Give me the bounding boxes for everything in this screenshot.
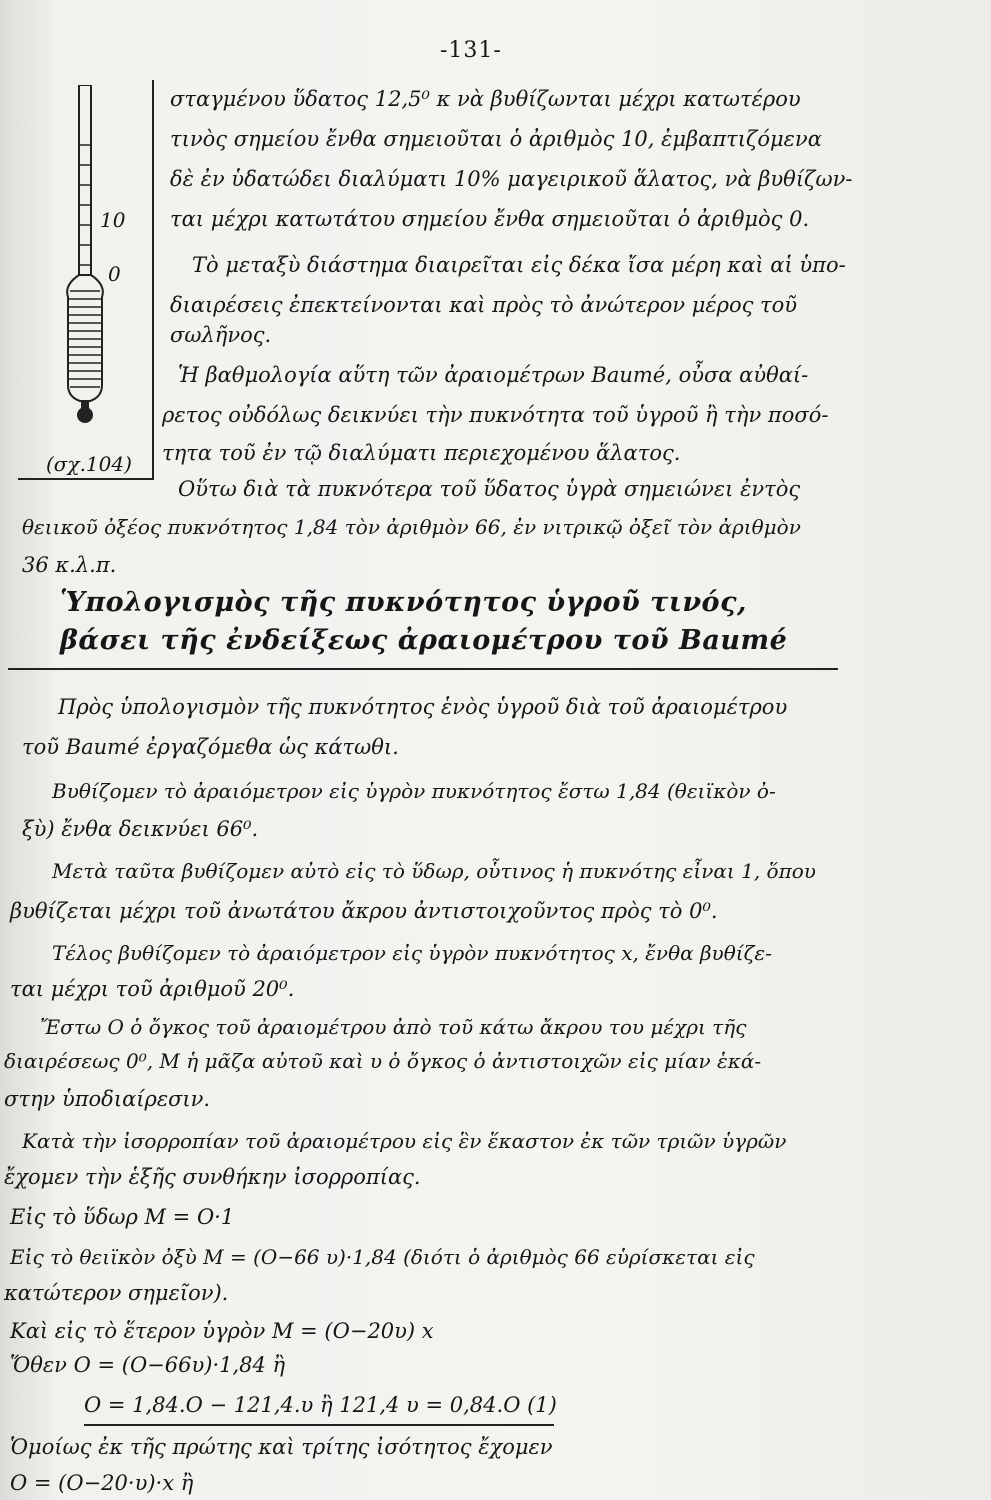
body-line: βυθίζεται μέχρι τοῦ ἀνωτάτου ἄκρου ἀντιστοιχοῦντος πρὸς τὸ 0⁰. [10,899,718,923]
equation-underline [84,1424,554,1426]
figure-divider-vertical [152,80,154,480]
body-line: Βυθίζομεν τὸ ἀραιόμετρον εἰς ὑγρὸν πυκνότητος ἔστω 1,84 (θειϊκὸν ὀ- [52,779,776,803]
intro-line: ρετος οὐδόλως δεικνύει τὴν πυκνότητα τοῦ ὑγροῦ ἢ τὴν ποσό- [162,403,829,427]
intro-line: δὲ ἐν ὑδατώδει διαλύματι 10% μαγειρικοῦ ἅλατος, νὰ βυθίζων- [170,167,853,191]
intro-line: ται μέχρι κατωτάτου σημείου ἔνθα σημειοῦται ὁ ἀριθμὸς 0. [170,207,810,231]
page-number: -131- [440,38,502,63]
stem-ticks [79,145,91,265]
intro-line: Ἡ βαθμολογία αὕτη τῶν ἀραιομέτρων Baumé, οὖσα αὐθαί- [178,363,809,387]
body-line: τοῦ Baumé ἐργαζόμεθα ὡς κάτωθι. [22,735,399,759]
intro-line: σταγμένου ὕδατος 12,5⁰ κ νὰ βυθίζωνται μέχρι κατωτέρου [170,87,801,111]
body-line: Ἔστω O ὁ ὄγκος τοῦ ἀραιομέτρου ἀπὸ τοῦ κάτω ἄκρου του μέχρι τῆς [40,1015,747,1039]
hydrometer-ballast [77,407,93,423]
hydrometer-figure [60,85,140,425]
text-line: θειικοῦ ὀξέος πυκνότητος 1,84 τὸν ἀριθμὸν 66, ἐν νιτρικῷ ὀξεῖ τὸν ἀριθμὸν [22,515,801,539]
scale-label-10: 10 [100,208,126,232]
hydrometer-stem [79,85,91,275]
body-line: Καὶ εἰς τὸ ἕτερον ὑγρὸν M = (O−20υ) x [10,1319,434,1343]
bulb-hatching [69,291,101,387]
figure-caption: (σχ.104) [46,452,132,476]
body-line: O = 1,84.O − 121,4.υ ἢ 121,4 υ = 0,84.O (1) [84,1393,557,1417]
body-line: ξὺ) ἔνθα δεικνύει 66⁰. [22,817,259,841]
figure-divider-horizontal [18,478,152,480]
text-line: Οὕτω διὰ τὰ πυκνότερα τοῦ ὕδατος ὑγρὰ σημειώνει ἐντὸς [178,477,801,501]
body-line: ται μέχρι τοῦ ἀριθμοῦ 20⁰. [10,977,295,1001]
body-line: διαιρέσεως 0⁰, M ἡ μᾶζα αὐτοῦ καὶ υ ὁ ὄγκος ὁ ἀντιστοιχῶν εἰς μίαν ἑκά- [4,1049,762,1073]
hydrometer-bulb [67,275,103,401]
body-line: ἔχομεν τὴν ἑξῆς συνθήκην ἰσορροπίας. [4,1165,421,1189]
body-line: Κατὰ τὴν ἰσορροπίαν τοῦ ἀραιομέτρου εἰς ἓν ἕκαστον ἐκ τῶν τριῶν ὑγρῶν [22,1129,787,1153]
intro-line: τητα τοῦ ἐν τῷ διαλύματι περιεχομένου ἅλατος. [162,441,681,465]
text-line: 36 κ.λ.π. [22,553,117,577]
body-line: Τέλος βυθίζομεν τὸ ἀραιόμετρον εἰς ὑγρὸν πυκνότητος x, ἔνθα βυθίζε- [52,941,772,965]
section-heading-line-1: Ὑπολογισμὸς τῆς πυκνότητος ὑγροῦ τινός, [60,587,747,618]
body-line: κατώτερον σημεῖον). [4,1281,229,1305]
intro-line: διαιρέσεις ἐπεκτείνονται καὶ πρὸς τὸ ἀνώτερον μέρος τοῦ [170,293,798,317]
body-line: O = (O−20·υ)·x ἢ [10,1471,194,1495]
intro-line: Τὸ μεταξὺ διάστημα διαιρεῖται εἰς δέκα ἴσα μέρη καὶ αἱ ὑπο- [192,253,846,277]
scale-label-0: 0 [108,262,121,286]
heading-underline [8,668,838,670]
body-line: Ὁμοίως ἐκ τῆς πρώτης καὶ τρίτης ἰσότητος ἔχομεν [10,1435,553,1459]
intro-line: τινὸς σημείου ἔνθα σημειοῦται ὁ ἀριθμὸς 10, ἐμβαπτιζόμενα [170,127,822,151]
body-line: Πρὸς ὑπολογισμὸν τῆς πυκνότητος ἑνὸς ὑγροῦ διὰ τοῦ ἀραιομέτρου [58,695,788,719]
section-heading-line-2: βάσει τῆς ἐνδείξεως ἀραιομέτρου τοῦ Baumé [60,625,788,656]
body-line: Μετὰ ταῦτα βυθίζομεν αὐτὸ εἰς τὸ ὕδωρ, οὗτινος ἡ πυκνότης εἶναι 1, ὅπου [52,859,816,883]
intro-line: σωλῆνος. [170,323,272,347]
body-line: Εἰς τὸ θειϊκὸν ὀξὺ M = (O−66 υ)·1,84 (διότι ὁ ἀριθμὸς 66 εὑρίσκεται εἰς [10,1245,755,1269]
body-line: Εἰς τὸ ὕδωρ M = O·1 [10,1205,235,1229]
body-line: Ὅθεν O = (O−66υ)·1,84 ἢ [10,1353,286,1377]
body-line: στην ὑποδιαίρεσιν. [4,1087,211,1111]
